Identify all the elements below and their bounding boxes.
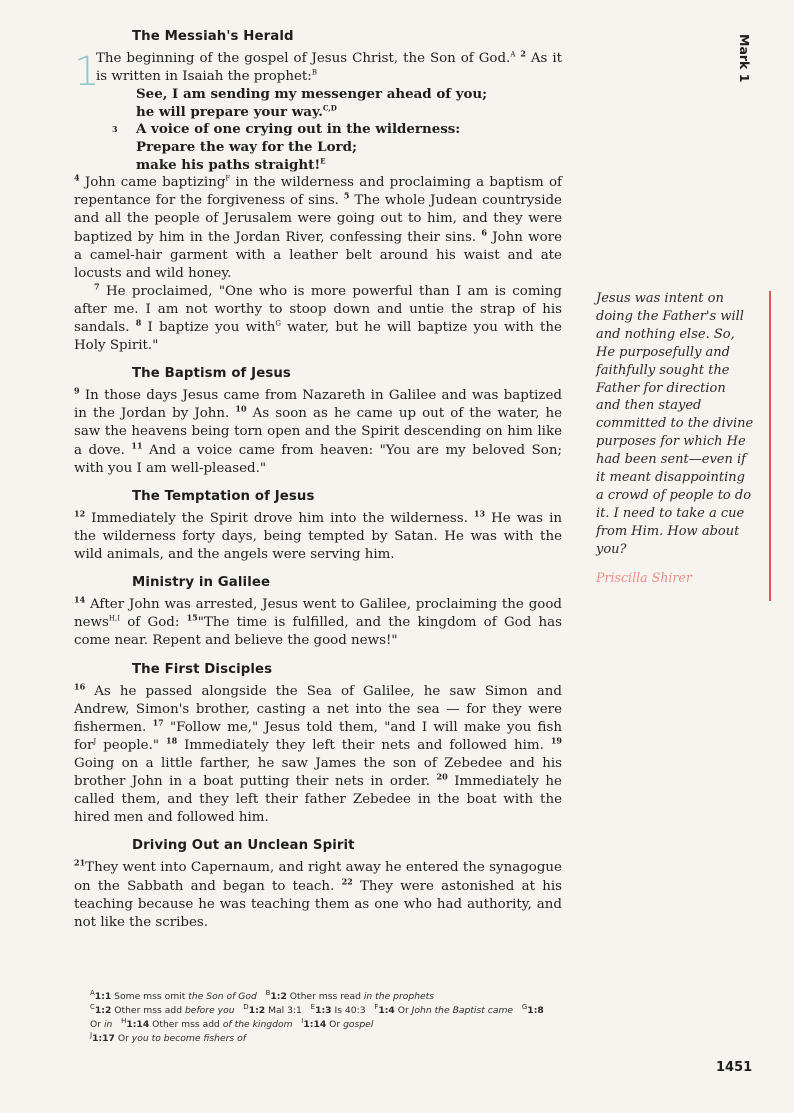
quote-accent-bar (769, 291, 771, 601)
section-heading: The Baptism of Jesus (132, 366, 291, 382)
quote-text: Jesus was intent on doing the Father's will and nothing else. So, He purposefully and faithfully sought the Father for direction and then stayed committed to the divine purposes for which He had been sent—even if it meant disappointing a crowd of people to do it. I need to take a cue from Him. How about you? (596, 291, 754, 557)
verse-paragraph: $^4$ John came baptizing$^F$ in the wilderness and proclaiming a baptism of repentance for the forgiveness of sins. $^5$ The whole Judean countryside and all the people of Jerusalem were going out to him, and they were baptized by him in the Jordan River, confessing their sins. $^6$ John wore a camel-hair garment with a leather belt around his waist and ate locusts and wild honey. (74, 172, 563, 281)
footnotes (90, 990, 550, 1046)
section-heading: Ministry in Galilee (132, 575, 271, 591)
main-text-column (74, 28, 562, 932)
verse-paragraph: $^9$ In those days Jesus came from Nazareth in Galilee and was baptized in the Jordan by John. $^{10}$ As soon as he came up out of the water, he saw the heavens being torn open and the Spirit descending on him like a dove. $^{11}$ And a voice came from heaven: "You are my beloved Son; with you I am well-pleased." (74, 385, 563, 476)
sidebar-quote (596, 290, 754, 587)
book-chapter-tab: Mark 1 (737, 34, 752, 83)
poetry-block: See, I am sending my messenger ahead of you; he will prepare your way.$^{C,D}$ 3 A voice of one crying out in the wilderness: Prepare the way for the Lord; make his paths straight!$^E$ (112, 86, 488, 173)
quote-author: Priscilla Shirer (596, 569, 692, 585)
verse-paragraph: $^{21}$They went into Capernaum, and right away he entered the synagogue on the Sabbath and began to teach. $^{22}$ They were astonished at his teaching because he was teaching them as one who had authority, and not like the scribes. (74, 857, 563, 930)
verse-paragraph: $^{16}$ As he passed alongside the Sea of Galilee, he saw Simon and Andrew, Simon's brother, casting a net into the sea — for they were fishermen. $^{17}$ "Follow me," Jesus told them, "and I will make you fish for$^J$ people." $^{18}$ Immediately they left their nets and followed him. $^{19}$ Going on a little farther, he saw James the son of Zebedee and his brother John in a boat putting their nets in order. $^{20}$ Immediately he called them, and they left their father Zebedee in the boat with the hired men and followed him. (74, 681, 562, 826)
verse-paragraph: $^{14}$ After John was arrested, Jesus went to Galilee, proclaiming the good news$^{H,I}$ of God: $^{15}$"The time is fulfilled, and the kingdom of God has come near. Repent and believe the good news!" (74, 594, 562, 649)
section-heading: The Temptation of Jesus (132, 488, 315, 504)
footnote-line: $^J$1:17 Or you to become fishers of (90, 1030, 246, 1044)
section-heading: The First Disciples (132, 661, 273, 677)
verse-paragraph: $^7$ He proclaimed, "One who is more powerful than I am is coming after me. I am not worthy to stoop down and untie the strap of his sandals. $^8$ I baptize you with$^G$ water, but he will baptize you with the Holy Spirit." (74, 281, 562, 354)
chapter-number: 1 (74, 49, 100, 95)
verse-paragraph: $^{12}$ Immediately the Spirit drove him into the wilderness. $^{13}$ He was in the wilderness forty days, being tempted by Satan. He was with the wild animals, and the angels were serving him. (74, 508, 562, 563)
page-number: 1451 (716, 1060, 753, 1075)
section-heading: The Messiah's Herald (132, 29, 294, 44)
section-heading: Driving Out an Unclean Spirit (132, 838, 355, 854)
verse-paragraph: The beginning of the gospel of Jesus Christ, the Son of God.$^A$ $^2$ As it is written in Isaiah the prophet:$^B$ (96, 48, 563, 85)
footnote-line: $^C$1:2 Other mss add before you $^D$1:2 Mal 3:1 $^E$1:3 Is 40:3 $^F$1:4 Or John the Baptist came $^G$1:8 Or in $^H$1:14 Other mss add of the kingdom $^I$1:14 Or gospel (90, 1002, 544, 1030)
footnote-line: $^A$1:1 Some mss omit the Son of God $^B$1:2 Other mss read in the prophets (90, 988, 435, 1002)
